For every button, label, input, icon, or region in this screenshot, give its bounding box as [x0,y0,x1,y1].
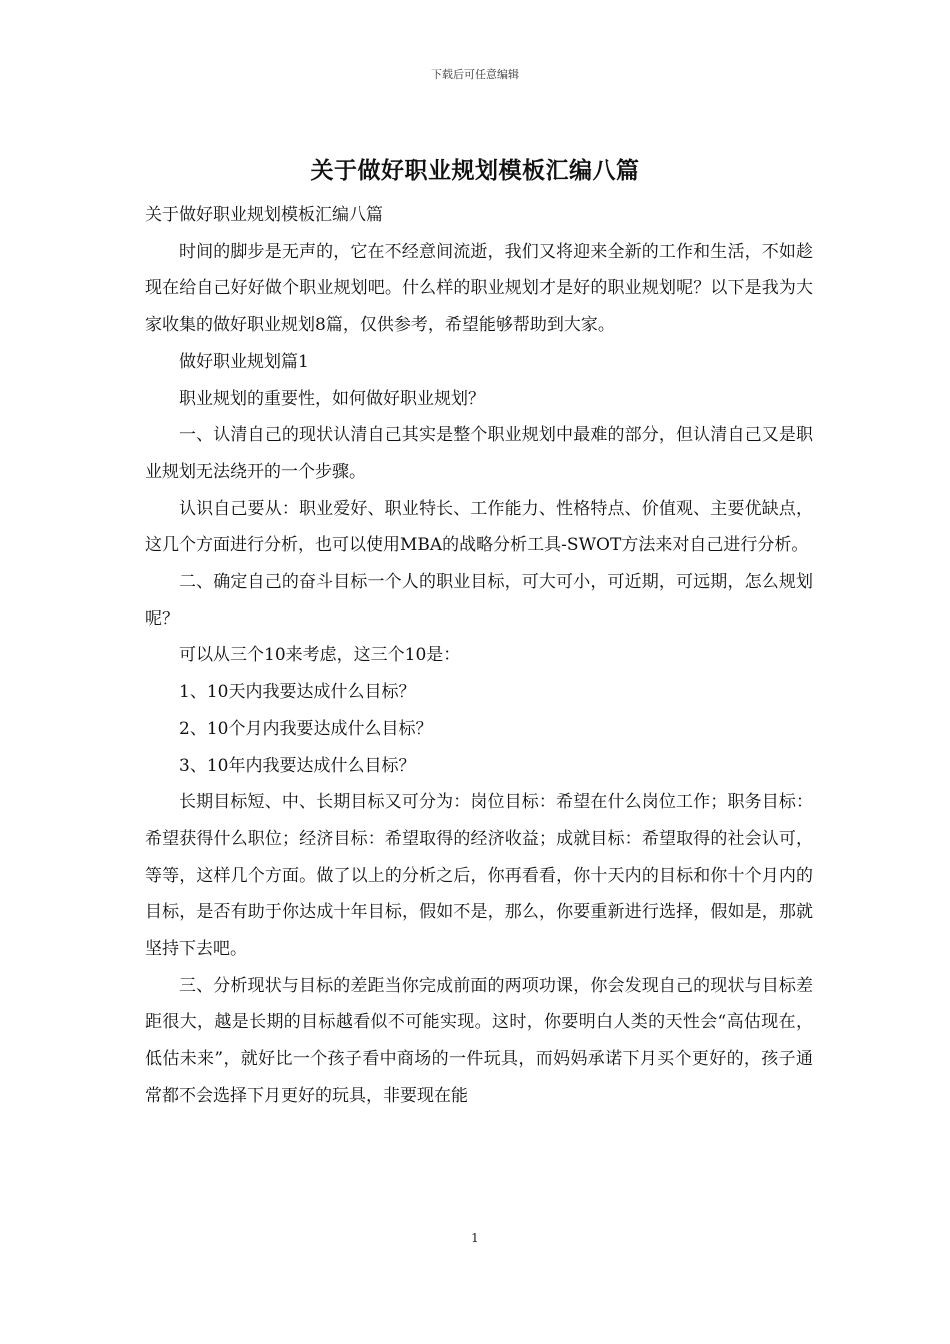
question-paragraph: 职业规划的重要性，如何做好职业规划？ [179,388,485,409]
body-paragraph: 长期目标短、中、长期目标又可分为：岗位目标：希望在什么岗位工作；职务目标：希望获得什么职位；经济目标：希望取得的经济收益；成就目标：希望取得的社会认可，等等，这样几个方面。做了以上的分析之后，你再看看，你十天内的目标和你十个月内的目标，是否有助于你达成十年目标，假如不是，那么，你要重新进行选择，假如是，那就坚持下去吧。 [145,792,813,960]
body-paragraph: 二、确定自己的奋斗目标一个人的职业目标，可大可小，可近期，可远期，怎么规划呢？ [145,572,813,629]
document-title: 关于做好职业规划模板汇编八篇 [310,157,640,184]
header-note: 下载后可任意编辑 [431,68,519,81]
page-number: 1 [471,1231,479,1245]
list-item: 3、10年内我要达成什么目标？ [179,755,416,776]
subtitle-paragraph: 关于做好职业规划模板汇编八篇 [145,205,383,225]
body-paragraph: 可以从三个10来考虑，这三个10是： [179,645,461,666]
section-heading: 做好职业规划篇1 [179,351,309,372]
list-item: 1、10天内我要达成什么目标？ [179,682,416,703]
list-item: 2、10个月内我要达成什么目标？ [179,718,433,739]
body-paragraph: 三、分析现状与目标的差距当你完成前面的两项功课，你会发现自己的现状与目标差距很大，越是长期的目标越看似不可能实现。这时，你要明白人类的天性会“高估现在，低估未来”，就好比一个孩子看中商场的一件玩具，而妈妈承诺下月买个更好的，孩子通常都不会选择下月更好的玩具，非要现在能 [145,975,813,1106]
document-body [145,197,813,1115]
body-paragraph: 一、认清自己的现状认清自己其实是整个职业规划中最难的部分，但认清自己又是职业规划无法绕开的一个步骤。 [145,425,813,482]
intro-paragraph: 时间的脚步是无声的，它在不经意间流逝，我们又将迎来全新的工作和生活，不如趁现在给自己好好做个职业规划吧。什么样的职业规划才是好的职业规划呢？以下是我为大家收集的做好职业规划8篇，仅供参考，希望能够帮助到大家。 [145,241,813,336]
body-paragraph: 认识自己要从：职业爱好、职业特长、工作能力、性格特点、价值观、主要优缺点，这几个方面进行分析，也可以使用MBA的战略分析工具-SWOT方法来对自己进行分析。 [145,498,813,556]
